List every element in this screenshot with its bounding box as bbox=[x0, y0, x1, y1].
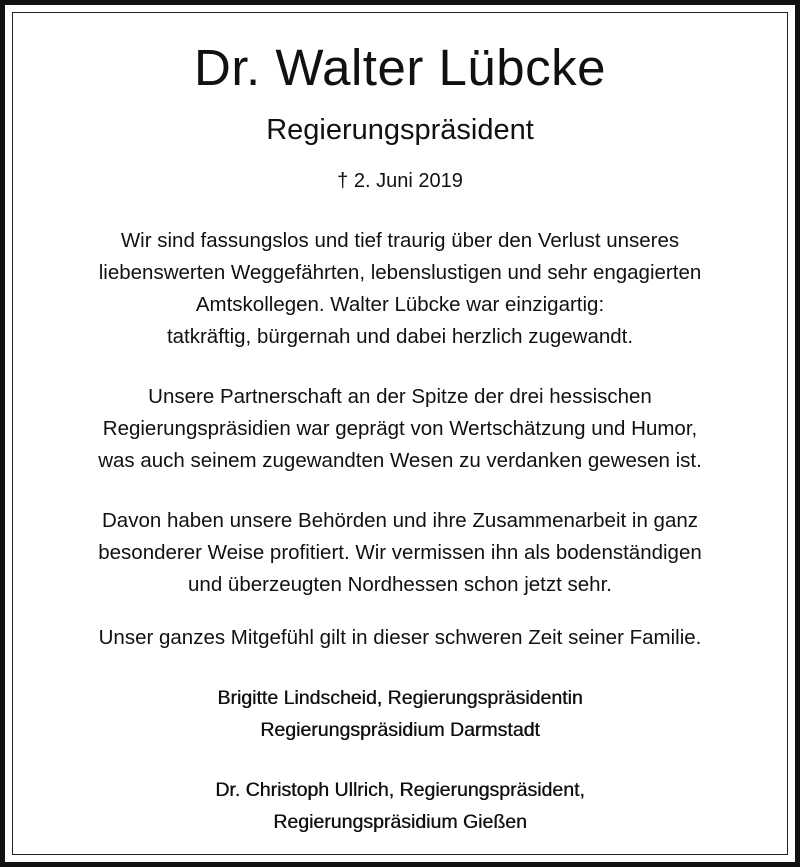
paragraph-4 bbox=[0, 622, 800, 654]
deceased-position: Regierungspräsident bbox=[266, 114, 534, 146]
signer-name: Brigitte Lindscheid, Regierungspräsidentin bbox=[217, 687, 583, 709]
text-line: Unsere Partnerschaft an der Spitze der drei hessischen bbox=[148, 385, 652, 408]
text-line: Amtskollegen. Walter Lübcke war einzigartig: bbox=[195, 293, 605, 316]
text-line: Unser ganzes Mitgefühl gilt in dieser schweren Zeit seiner Familie. bbox=[98, 626, 702, 649]
text-line: was auch seinem zugewandten Wesen zu verdanken gewesen ist. bbox=[98, 449, 702, 472]
text-line: Regierungspräsidien war geprägt von Wertschätzung und Humor, bbox=[102, 417, 698, 440]
signer-office: Regierungspräsidium Gießen bbox=[273, 811, 527, 833]
paragraph-1 bbox=[0, 225, 800, 353]
deceased-name: Dr. Walter Lübcke bbox=[194, 39, 606, 96]
paragraph-2 bbox=[0, 381, 800, 477]
death-date: † 2. Juni 2019 bbox=[337, 170, 463, 192]
signature-2 bbox=[0, 774, 800, 838]
signer-office: Regierungspräsidium Darmstadt bbox=[260, 719, 540, 741]
signature-1 bbox=[0, 682, 800, 746]
text-line: tatkräftig, bürgernah und dabei herzlich zugewandt. bbox=[166, 325, 634, 348]
text-line: besonderer Weise profitiert. Wir vermissen ihn als bodenständigen bbox=[98, 541, 702, 564]
paragraph-3 bbox=[0, 505, 800, 601]
text-line: liebenswerten Weggefährten, lebenslustigen und sehr engagierten bbox=[98, 261, 702, 284]
text-line: Wir sind fassungslos und tief traurig über den Verlust unseres bbox=[120, 229, 680, 252]
text-line: Davon haben unsere Behörden und ihre Zusammenarbeit in ganz bbox=[101, 509, 699, 532]
signer-name: Dr. Christoph Ullrich, Regierungspräsident, bbox=[215, 779, 585, 801]
text-line: und überzeugten Nordhessen schon jetzt sehr. bbox=[188, 573, 612, 596]
